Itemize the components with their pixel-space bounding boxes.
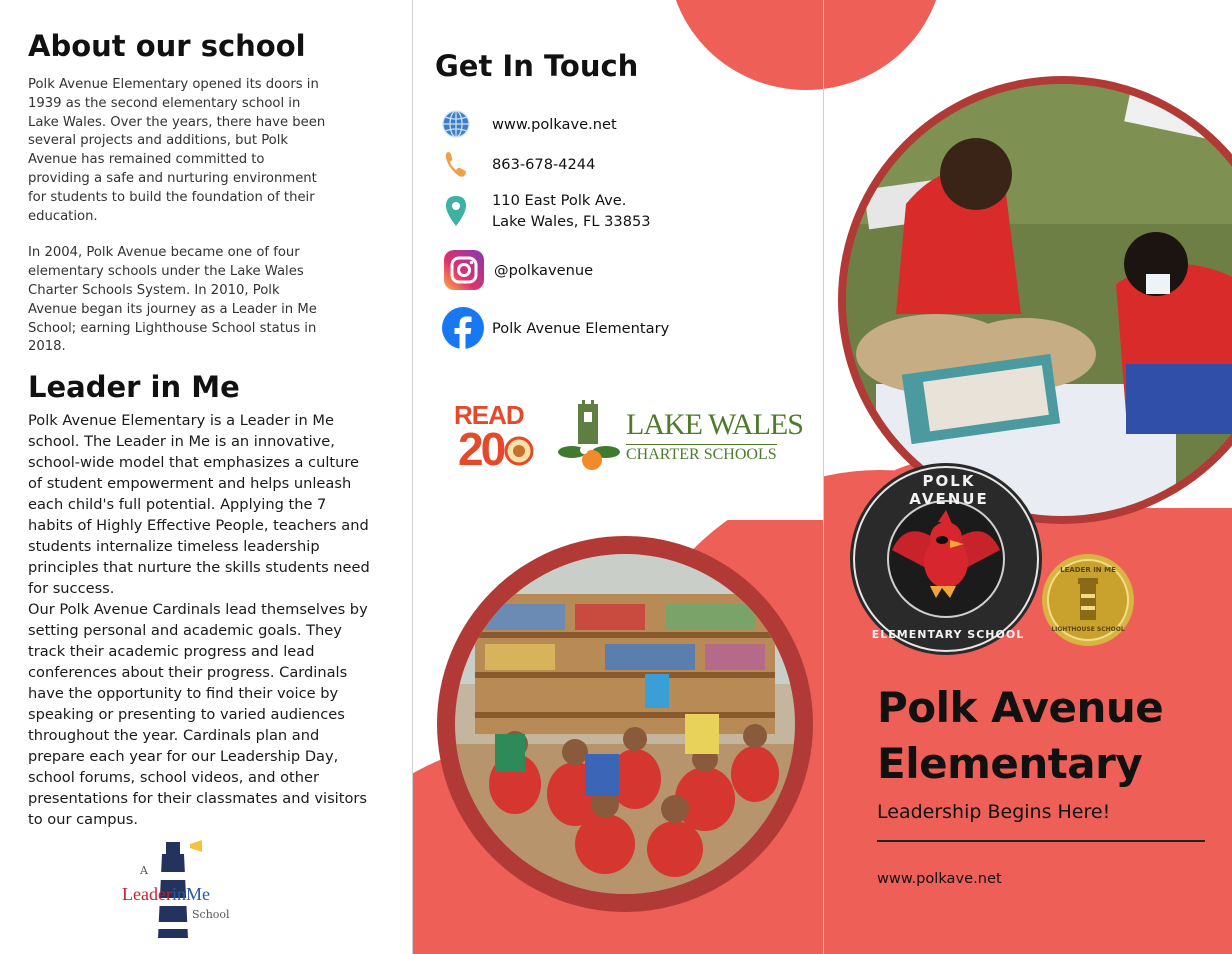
lighthouse-badge-bottom: LIGHTHOUSE SCHOOL bbox=[1051, 626, 1125, 633]
cover-website[interactable]: www.polkave.net bbox=[877, 870, 1002, 887]
lighthouse-badge-top: LEADER IN ME bbox=[1060, 566, 1116, 574]
lim-logo-leader: Leader bbox=[122, 884, 172, 904]
lighthouse-school-badge bbox=[1040, 552, 1136, 648]
about-paragraph-2: In 2004, Polk Avenue became one of four elementary schools under the Lake Wales Charter Schools System. In 2010, Polk Avenue began its journey as a Leader in Me School; earning Lighthouse School status in 2018. bbox=[28, 245, 317, 355]
reading-photo-frame bbox=[838, 76, 1232, 524]
leader-section bbox=[28, 368, 374, 830]
panel-divider-1 bbox=[412, 0, 413, 954]
read20-logo bbox=[454, 400, 546, 474]
contact-website[interactable] bbox=[440, 108, 617, 140]
contact-address-text[interactable] bbox=[492, 190, 651, 232]
polk-avenue-badge bbox=[846, 460, 1046, 658]
address-line-1: 110 East Polk Ave. bbox=[492, 192, 627, 209]
classroom-photo-frame bbox=[437, 536, 813, 912]
contact-instagram[interactable] bbox=[440, 248, 593, 292]
location-pin-icon bbox=[440, 195, 472, 227]
read20-book-icon bbox=[504, 436, 534, 466]
lwcs-line-1: LAKE WALES bbox=[626, 408, 803, 441]
leader-title: Leader in Me bbox=[28, 370, 240, 404]
lim-logo-a: A bbox=[140, 864, 148, 877]
leader-in-me-logo bbox=[120, 838, 240, 948]
contact-title: Get In Touch bbox=[435, 49, 639, 83]
lwcs-line-2: CHARTER SCHOOLS bbox=[626, 446, 777, 463]
globe-icon bbox=[440, 108, 472, 140]
panel-divider-2 bbox=[823, 0, 824, 954]
contact-website-text[interactable]: www.polkave.net bbox=[492, 115, 617, 133]
address-line-2: Lake Wales, FL 33853 bbox=[492, 213, 651, 230]
classroom-photo bbox=[455, 554, 795, 894]
lake-wales-charter-logo bbox=[556, 400, 803, 476]
leader-paragraph-1: Polk Avenue Elementary is a Leader in Me school. The Leader in Me is an innovative, school-wide model that emphasizes a culture of student empowerment and helps unleash each child's full potential. Applying the 7 habits of Highly Effective People, teachers and students internalize timeless leadership principles that nurture the skills students need for success. bbox=[28, 412, 370, 597]
cover-title bbox=[877, 680, 1217, 792]
lwcs-tower-icon bbox=[556, 400, 626, 474]
contact-phone[interactable] bbox=[440, 148, 595, 180]
contact-instagram-text[interactable]: @polkavenue bbox=[494, 261, 594, 279]
phone-icon bbox=[440, 148, 472, 180]
lim-logo-school: School bbox=[192, 908, 230, 921]
cover-title-line-1: Polk Avenue bbox=[877, 683, 1164, 732]
lim-logo-me: Me bbox=[185, 884, 210, 904]
about-title: About our school bbox=[28, 29, 306, 63]
cover-tagline: Leadership Begins Here! bbox=[877, 801, 1111, 823]
contact-address[interactable] bbox=[440, 190, 651, 232]
about-paragraph-1: Polk Avenue Elementary opened its doors in 1939 as the second elementary school in Lake Wales. Over the years, there have been several projects and additions, but Polk Avenue has remained committed to providing a safe and nurturing environment for students to build the foundation of their education. bbox=[28, 77, 326, 224]
contact-phone-text[interactable]: 863-678-4244 bbox=[492, 155, 596, 173]
instagram-icon bbox=[442, 248, 486, 292]
about-section bbox=[28, 28, 328, 357]
cover-title-line-2: Elementary bbox=[877, 739, 1143, 788]
read20-top: READ bbox=[454, 400, 524, 430]
top-center-blob bbox=[668, 0, 944, 90]
lim-logo-in: in bbox=[171, 884, 186, 904]
badge-top-text: POLK AVENUE bbox=[909, 472, 989, 508]
lim-logo-wordmark bbox=[122, 884, 210, 905]
leader-paragraph-2: Our Polk Avenue Cardinals lead themselves by setting personal and academic goals. They track their academic progress and lead conferences about their progress. Cardinals have the opportunity to find their voice by speaking or presenting to varied audiences throughout the year. Cardinals plan and prepare each year for our Leadership Day, school forums, school videos, and other presentations for their classmates and visitors to our campus. bbox=[28, 601, 368, 828]
cover-divider-line bbox=[877, 840, 1205, 842]
badge-bottom-text: ELEMENTARY SCHOOL bbox=[871, 628, 1025, 641]
contact-facebook[interactable] bbox=[440, 305, 669, 351]
read20-number: 20 bbox=[458, 423, 504, 475]
reading-photo bbox=[846, 84, 1232, 516]
facebook-icon bbox=[440, 305, 486, 351]
contact-facebook-text[interactable]: Polk Avenue Elementary bbox=[492, 319, 670, 337]
